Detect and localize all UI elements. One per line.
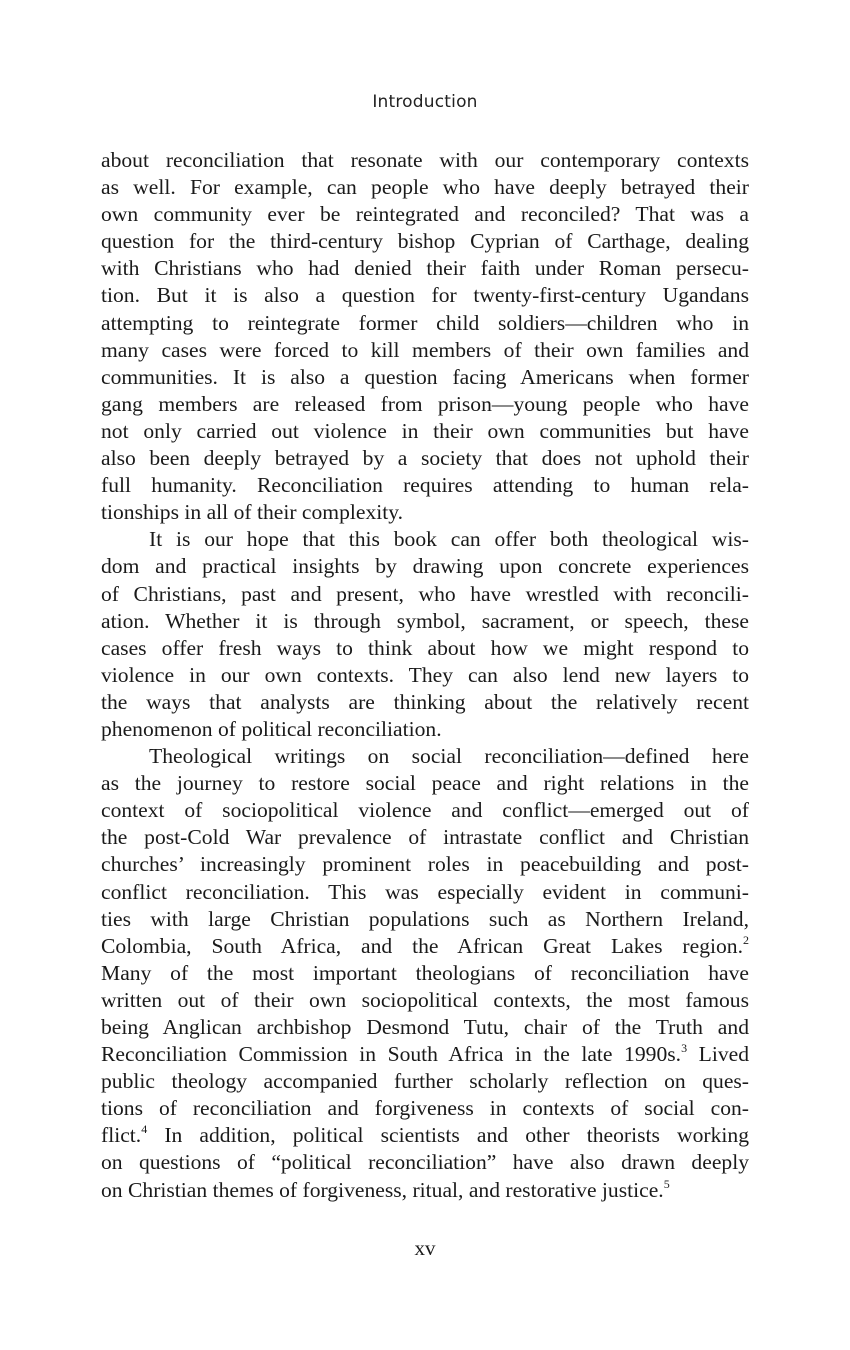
text-line (101, 933, 749, 960)
text-line: attempting to reintegrate former child soldiers—children who in (101, 310, 749, 335)
text-line: on questions of “political reconciliation” have also drawn deeply (101, 1150, 749, 1175)
text-line: as well. For example, can people who have deeply betrayed their (101, 175, 749, 200)
text-line: about reconciliation that resonate with our contemporary contexts (101, 148, 749, 172)
line-text: Reconciliation Commission in South Africa in the late 1990s. (101, 1042, 682, 1067)
text-line: written out of their own sociopolitical contexts, the most famous (101, 987, 749, 1012)
text-line: cases offer fresh ways to think about how we might respond to (101, 635, 749, 660)
line-text: on Christian themes of forgiveness, ritual, and restorative justice. (101, 1177, 664, 1202)
text-line (101, 1177, 749, 1204)
footnote-ref-3[interactable]: 3 (681, 1041, 688, 1056)
text-line (101, 1041, 749, 1068)
text-line: tionships in all of their complexity. (101, 500, 404, 525)
body-text (101, 147, 749, 1204)
text-line: phenomenon of political reconciliation. (101, 716, 442, 741)
text-line: Many of the most important theologians of reconciliation have (101, 960, 749, 985)
text-line: the ways that analysts are thinking about the relatively recent (101, 689, 749, 714)
running-head: Introduction (372, 92, 478, 112)
text-line: question for the third-century bishop Cyprian of Carthage, dealing (101, 229, 749, 254)
text-line: Theological writings on social reconciliation—defined here (149, 744, 749, 769)
text-line: with Christians who had denied their faith under Roman persecu- (101, 256, 749, 281)
text-line: as the journey to restore social peace and right relations in the (101, 771, 749, 796)
footnote-ref-2[interactable]: 2 (743, 932, 749, 947)
text-line: full humanity. Reconciliation requires attending to human rela- (101, 473, 749, 498)
paragraph-2 (101, 526, 749, 743)
text-line: context of sociopolitical violence and conflict—emerged out of (101, 798, 749, 823)
text-line: of Christians, past and present, who have wrestled with reconcili- (101, 581, 749, 606)
text-line: public theology accompanied further scholarly reflection on ques- (101, 1069, 749, 1094)
paragraph-3 (101, 743, 749, 1204)
text-line: It is our hope that this book can offer both theological wis- (149, 527, 749, 552)
line-text: Colombia, South Africa, and the African Great Lakes region. (101, 933, 743, 958)
text-line: conflict reconciliation. This was especially evident in communi- (101, 879, 749, 904)
text-line: tion. But it is also a question for twenty-first-century Ugandans (101, 283, 749, 308)
text-line: communities. It is also a question facing Americans when former (101, 364, 749, 389)
text-line: many cases were forced to kill members of their own families and (101, 337, 749, 362)
line-text: Lived (698, 1042, 749, 1067)
text-line: churches’ increasingly prominent roles in peacebuilding and post- (101, 852, 749, 877)
text-line: own community ever be reintegrated and reconciled? That was a (101, 202, 749, 227)
line-text: flict. (101, 1123, 142, 1148)
text-line: ation. Whether it is through symbol, sacrament, or speech, these (101, 608, 749, 633)
text-line: gang members are released from prison—young people who have (101, 391, 749, 416)
text-line: tions of reconciliation and forgiveness in contexts of social con- (101, 1096, 749, 1121)
page-number: xv (414, 1236, 436, 1260)
paragraph-1 (101, 147, 749, 526)
text-line (101, 1122, 749, 1149)
line-text: In addition, political scientists and other theorists working (147, 1123, 749, 1148)
text-line: also been deeply betrayed by a society that does not uphold their (101, 446, 749, 471)
text-line: not only carried out violence in their own communities but have (101, 418, 749, 443)
text-line: the post-Cold War prevalence of intrastate conflict and Christian (101, 825, 749, 850)
footnote-ref-5[interactable]: 5 (663, 1176, 670, 1191)
footnote-ref-4[interactable]: 4 (141, 1122, 148, 1137)
text-line: violence in our own contexts. They can also lend new layers to (101, 662, 749, 687)
text-line: dom and practical insights by drawing upon concrete experiences (101, 554, 749, 579)
text-line: ties with large Christian populations such as Northern Ireland, (101, 906, 749, 931)
text-line: being Anglican archbishop Desmond Tutu, chair of the Truth and (101, 1015, 749, 1039)
